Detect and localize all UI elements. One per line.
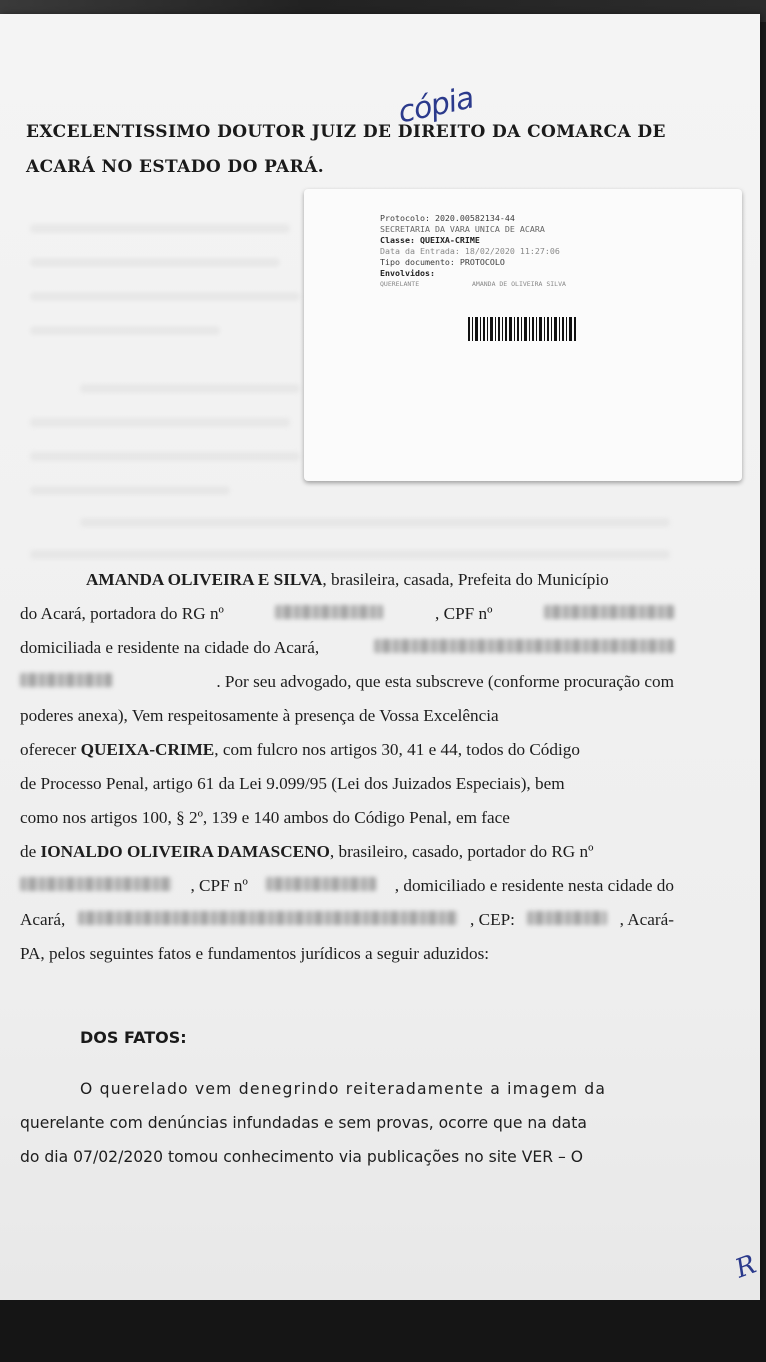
querelado-name: IONALDO OLIVEIRA DAMASCENO [40,842,330,861]
body-line-2-a: do Acará, portadora do RG nº [20,604,224,623]
body-line-3-a: domiciliada e residente na cidade do Acará, [20,638,320,657]
body-line-9-c: , brasileiro, casado, portador do RG nº [329,842,594,861]
body-line-11-b: , CEP: [470,910,515,929]
protocol-sticker [304,189,742,481]
queixa-crime-term: QUEIXA-CRIME [80,740,215,759]
redacted-cpf-querelado [266,877,376,891]
sticker-classe [380,235,480,245]
body-line-7 [20,774,674,794]
bleed-through-line [30,418,290,427]
body-line-2 [20,604,674,624]
fatos-line-1-text: O querelado vem denegrindo reiteradamente a imagem da [80,1080,607,1098]
heading-line-1: EXCELENTISSIMO DOUTOR JUIZ DE DIREITO DA COMARCA DE [26,122,666,142]
bottom-edge-shadow [0,1300,766,1362]
body-line-1 [86,570,674,590]
body-line-9 [20,842,674,862]
body-line-9-a: de [20,842,37,861]
section-title-dos-fatos: DOS FATOS: [80,1028,187,1047]
body-line-2-b: , CPF nº [435,604,493,623]
document-page [0,14,760,1302]
handwritten-initial: R [731,1249,761,1285]
body-line-8 [20,808,674,828]
querelante-name: AMANDA OLIVEIRA E SILVA [86,570,323,589]
body-line-12-a: PA, pelos seguintes fatos e fundamentos jurídicos a seguir aduzidos: [20,944,490,963]
sticker-envolvidos-label: Envolvidos: [380,268,435,278]
body-line-8-a: como nos artigos 100, § 2º, 139 e 140 ambos do Código Penal, em face [20,808,510,827]
sticker-data-entrada: Data da Entrada: 18/02/2020 11:27:06 [380,246,560,256]
body-line-3 [20,638,674,658]
redacted-rg [275,605,383,619]
body-line-10 [20,876,674,896]
sticker-envolvidos [380,268,435,278]
bleed-through-line [80,518,670,527]
sticker-secretaria: SECRETARIA DA VARA UNICA DE ACARA [380,224,545,234]
redacted-cpf [544,605,674,619]
handwritten-copy-mark: cópia [395,80,477,131]
fatos-line-2 [20,1114,674,1132]
body-line-12 [20,944,674,964]
bleed-through-line [30,486,230,495]
body-line-1-rest: , brasileira, casada, Prefeita do Município [322,570,609,589]
fatos-line-2-text: querelante com denúncias infundadas e sem provas, ocorre que na data [20,1114,587,1132]
redacted-cep [527,911,607,925]
bleed-through-line [30,326,220,335]
redacted-address-querelado [78,911,458,925]
body-line-10-b: , domiciliado e residente nesta cidade do [394,876,674,895]
body-line-11 [20,910,674,930]
bleed-through-line [30,258,280,267]
body-line-5-a: poderes anexa), Vem respeitosamente à presença de Vossa Excelência [20,706,499,725]
body-line-7-a: de Processo Penal, artigo 61 da Lei 9.099/95 (Lei dos Juizados Especiais), bem [20,774,565,793]
redacted-rg-querelado [20,877,172,891]
bleed-through-line [80,384,300,393]
fatos-line-3-text: do dia 07/02/2020 tomou conhecimento via publicações no site VER – O [20,1148,584,1166]
sticker-protocolo: Protocolo: 2020.00582134-44 [380,213,515,223]
body-line-10-a: , CPF nº [190,876,248,895]
body-line-11-c: , Acará- [619,910,674,929]
body-line-4-a: . Por seu advogado, que esta subscreve (conforme procuração com [216,672,674,691]
sticker-envolvido-right: AMANDA DE OLIVEIRA SILVA [472,280,566,288]
body-line-6-c: , com fulcro nos artigos 30, 41 e 44, todos do Código [214,740,580,759]
body-line-5 [20,706,674,726]
body-line-11-a: Acará, [20,910,66,929]
body-line-6 [20,740,674,760]
fatos-line-1 [80,1080,674,1098]
bleed-through-line [30,292,300,301]
sticker-tipo-documento: Tipo documento: PROTOCOLO [380,257,505,267]
redacted-address-cont [20,673,112,687]
bleed-through-line [30,224,290,233]
bleed-through-line [30,550,670,559]
body-line-6-a: oferecer [20,740,77,759]
sticker-classe-text: Classe: QUEIXA-CRIME [380,235,480,245]
barcode-icon [468,317,576,341]
heading-line-2: ACARÁ NO ESTADO DO PARÁ. [26,157,325,177]
bleed-through-line [30,452,300,461]
sticker-envolvido-left: QUERELANTE [380,280,420,288]
body-line-4 [20,672,674,692]
redacted-address [374,639,674,653]
fatos-line-3 [20,1148,674,1166]
